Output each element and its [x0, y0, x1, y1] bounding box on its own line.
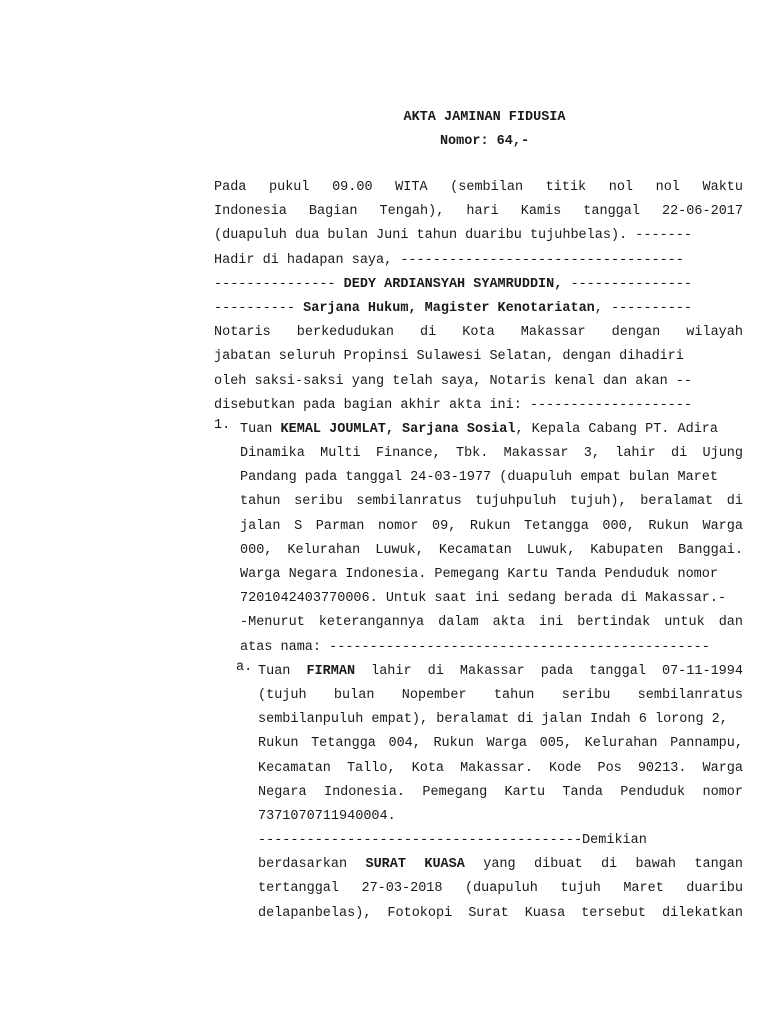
party-1-suffix: , Kepala Cabang PT. Adira [515, 421, 719, 437]
party-1-first-line [214, 418, 743, 442]
power-name: SURAT KUASA [365, 857, 465, 873]
list-marker: a. [236, 659, 253, 675]
deed-number: Nomor: 64,- [439, 134, 530, 149]
text-line: 7371070711940004. [258, 808, 396, 824]
power-suffix: yang dibuat di bawah tangan [464, 857, 743, 873]
party-1-prefix: Tuan [240, 421, 281, 437]
party-1-name: KEMAL JOUMLAT, Sarjana Sosial [280, 421, 516, 437]
text-line: Pada pukul 09.00 WITA (sembilan titik nol nol Waktu [214, 180, 743, 195]
text-line: ----------------------------------------Demikian [258, 833, 647, 849]
text-line: Negara Indonesia. Pemegang Kartu Tanda Penduduk nomor [258, 784, 743, 800]
text-line: Hadir di hadapan saya, ----------------------------------- [214, 252, 684, 268]
text-line: delapanbelas), Fotokopi Surat Kuasa tersebut dilekatkan [258, 905, 743, 921]
text-line: -Menurut keterangannya dalam akta ini bertindak untuk dan [240, 615, 743, 631]
notary-name: DEDY ARDIANSYAH SYAMRUDDIN, [343, 276, 563, 292]
text-line: Rukun Tetangga 004, Rukun Warga 005, Kelurahan Pannampu, [258, 736, 743, 752]
text-line: tertanggal 27-03-2018 (duapuluh tujuh Maret duaribu [258, 881, 743, 897]
notary-name-line [214, 273, 743, 297]
party-1a-prefix: Tuan [258, 663, 307, 679]
notary-degree: Sarjana Hukum, Magister Kenotariatan [303, 300, 595, 316]
dash-filler: --------------- [214, 276, 344, 292]
text-line: Warga Negara Indonesia. Pemegang Kartu Tanda Penduduk nomor [240, 567, 718, 582]
text-line: 000, Kelurahan Luwuk, Kecamatan Luwuk, Kabupaten Banggai. [240, 542, 743, 558]
text-line: tahun seribu sembilanratus tujuhpuluh tujuh), beralamat di [240, 494, 743, 510]
text-line: Indonesia Bagian Tengah), hari Kamis tanggal 22-06-2017 [214, 204, 743, 220]
text-line: Dinamika Multi Finance, Tbk. Makassar 3, lahir di Ujung [240, 446, 743, 462]
text-line: Kecamatan Tallo, Kota Makassar. Kode Pos 90213. Warga [258, 760, 743, 776]
deed-title: AKTA JAMINAN FIDUSIA [403, 110, 566, 125]
text-line: Pandang pada tanggal 24-03-1977 (duapuluh empat bulan Maret [240, 470, 718, 486]
party-1a-suffix: lahir di Makassar pada tanggal 07-11-1994 [355, 663, 743, 679]
text-line: 7201042403770006. Untuk saat ini sedang berada di Makassar.- [240, 591, 727, 607]
text-line: disebutkan pada bagian akhir akta ini: -------------------- [214, 397, 692, 413]
power-of-attorney-line [214, 853, 743, 877]
text-line: (tujuh bulan Nopember tahun seribu sembilanratus [258, 687, 743, 703]
party-1a-first-line [214, 660, 743, 684]
text-line: atas nama: ----------------------------------------------- [240, 639, 710, 655]
notary-block [214, 273, 743, 418]
text-line: jabatan seluruh Propinsi Sulawesi Selatan, dengan dihadiri [214, 349, 684, 365]
spacer [214, 154, 743, 176]
text-line: (duapuluh dua bulan Juni tahun duaribu tujuhbelas). ------- [214, 228, 692, 244]
text-line: jalan S Parman nomor 09, Rukun Tetangga 000, Rukun Warga [240, 518, 743, 534]
text-line: oleh saksi-saksi yang telah saya, Notaris kenal dan akan -- [214, 373, 692, 389]
notary-degree-line [214, 297, 743, 321]
dash-filler: ---------- [214, 300, 304, 316]
text-line: sembilanpuluh empat), beralamat di jalan Indah 6 lorong 2, [258, 712, 728, 728]
party-1a [214, 660, 743, 926]
party-1 [214, 418, 743, 660]
deed-page [214, 106, 743, 926]
text-line: Notaris berkedudukan di Kota Makassar dengan wilayah [214, 325, 743, 341]
dash-filler: , ---------- [594, 300, 692, 316]
power-prefix: berdasarkan [258, 857, 366, 873]
opening-paragraph [214, 176, 743, 273]
dash-filler: --------------- [562, 276, 692, 292]
party-1a-name: FIRMAN [306, 663, 356, 679]
list-marker: 1. [214, 417, 231, 433]
